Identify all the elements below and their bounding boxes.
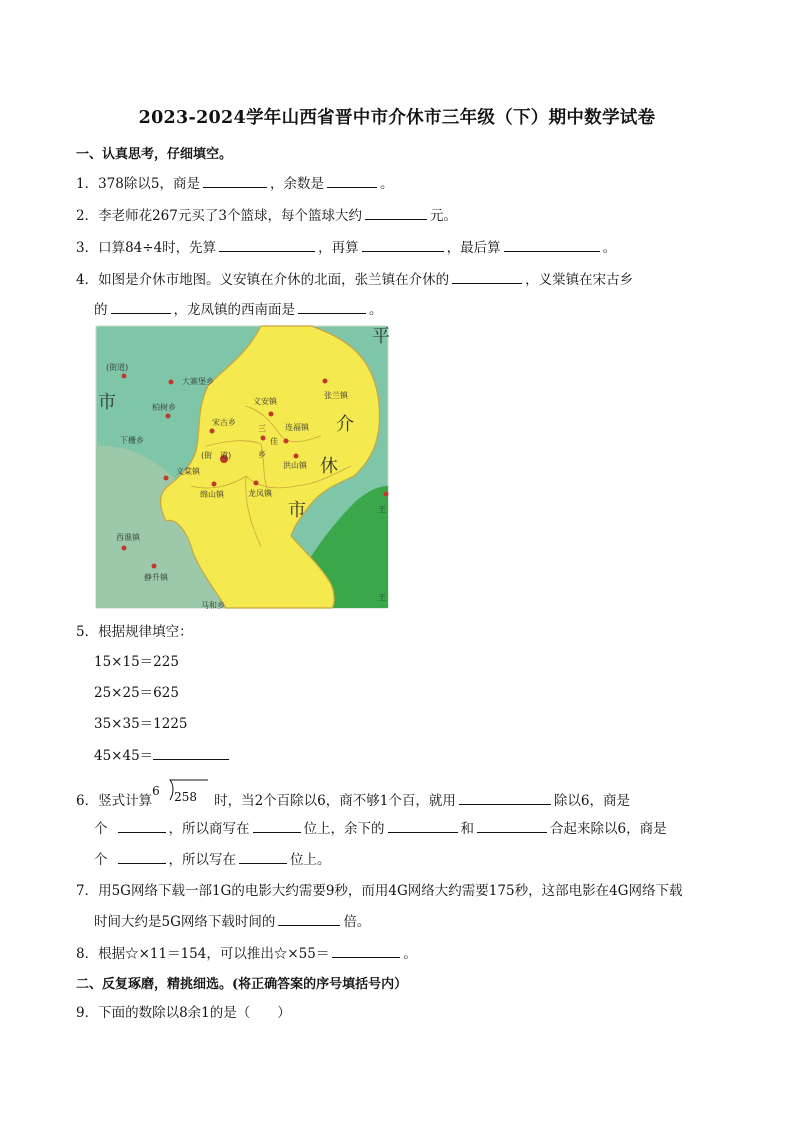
q4-text-1a: 4．如图是介休市地图。义安镇在介休的北面，张兰镇在介休的 bbox=[76, 272, 450, 288]
map-dot-hongshan bbox=[294, 454, 299, 459]
jiexiu-map bbox=[96, 326, 388, 608]
q6-text-3c: 位上。 bbox=[290, 852, 331, 868]
map-dot-wang1 bbox=[384, 492, 389, 497]
map-dot-baishu bbox=[166, 414, 171, 419]
q6-text-c: 除以6，商是 bbox=[553, 793, 630, 809]
q6-blank-1[interactable] bbox=[459, 790, 551, 805]
q1-text-a: 1．378除以5，商是 bbox=[76, 176, 200, 192]
map-dot-xixu bbox=[122, 546, 127, 551]
map-label-wang2: 王 bbox=[378, 593, 386, 602]
map-label-longfeng: 龙凤镇 bbox=[248, 489, 272, 498]
map-label-city-bottom: 市 bbox=[288, 500, 306, 521]
q7-blank[interactable] bbox=[278, 911, 340, 926]
q4-text-2b: ，龙凤镇的西南面是 bbox=[173, 302, 295, 318]
map-dot-yitang bbox=[164, 476, 169, 481]
map-label-xiacun: 下栅乡 bbox=[120, 436, 144, 445]
map-dot-zhanglan bbox=[323, 379, 328, 384]
map-label-city-left: 市 bbox=[98, 392, 116, 413]
map-dot-lianfu bbox=[284, 439, 289, 444]
q5-line-2: 25×25＝625 bbox=[94, 685, 179, 701]
map-label-san: 三 bbox=[258, 424, 266, 433]
map-label-yitang: 义棠镇 bbox=[176, 467, 200, 476]
q6-text-3b: ，所以写在 bbox=[168, 852, 236, 868]
q1-blank-2[interactable] bbox=[327, 173, 377, 188]
map-label-xiang: 乡 bbox=[258, 450, 266, 459]
map-label-dazhaibao: 大寨堡乡 bbox=[182, 377, 214, 386]
q6-blank-5[interactable] bbox=[477, 818, 547, 833]
map-dot-mianshan bbox=[212, 482, 217, 487]
q6-text-a: 6．竖式计算 bbox=[76, 793, 153, 809]
q3-text-c: ，最后算 bbox=[446, 240, 501, 256]
map-label-hongshan: 洪山镇 bbox=[283, 461, 307, 470]
question-6-line-3 bbox=[94, 849, 331, 870]
q5-line-1: 15×15＝225 bbox=[94, 654, 179, 670]
long-division-divisor: 6 bbox=[152, 784, 160, 798]
q5-blank[interactable] bbox=[153, 745, 229, 760]
map-label-wang1: 王 bbox=[378, 505, 386, 514]
question-6-line-1 bbox=[76, 784, 630, 811]
section-1-heading: 一、认真思考，仔细填空。 bbox=[76, 147, 233, 162]
q6-text-2e: 合起来除以6，商是 bbox=[550, 821, 667, 837]
map-label-jiedao-nw: (街道) bbox=[106, 363, 129, 372]
map-dot-dazhaibao bbox=[169, 380, 174, 385]
q6-blank-3[interactable] bbox=[253, 818, 301, 833]
map-label-xixu: 西谯镇 bbox=[116, 533, 140, 542]
q3-text-a: 3．口算84÷4时，先算 bbox=[76, 240, 217, 256]
question-7-line-1: 7．用5G网络下载一部1G的电影大约需要9秒，而用4G网络大约需要175秒，这部电影在4G网络下载 bbox=[76, 883, 683, 899]
question-9: 9．下面的数除以8余1的是（ ） bbox=[76, 1005, 291, 1021]
q1-text-c: 。 bbox=[379, 176, 394, 192]
question-2 bbox=[76, 205, 457, 226]
map-label-songgu: 宋古乡 bbox=[212, 418, 236, 427]
q6-text-2a: 个 bbox=[94, 821, 108, 837]
q4-text-2c: 。 bbox=[369, 302, 383, 318]
q6-text-3a: 个 bbox=[94, 852, 108, 868]
map-label-ping: 平 bbox=[372, 326, 390, 347]
q4-blank-2[interactable] bbox=[111, 299, 171, 314]
q8-text-b: 。 bbox=[403, 946, 417, 962]
q4-blank-3[interactable] bbox=[298, 299, 366, 314]
q2-blank-1[interactable] bbox=[365, 205, 427, 220]
q1-text-b: ，余数是 bbox=[269, 176, 324, 192]
q6-text-b: 时，当2个百除以6，商不够1个百，就用 bbox=[214, 793, 456, 809]
q4-text-1b: ，义棠镇在宋古乡 bbox=[525, 272, 634, 288]
q6-text-2d: 和 bbox=[460, 821, 474, 837]
q2-text-a: 2．李老师花267元买了3个篮球，每个篮球大约 bbox=[76, 208, 362, 224]
map-dot-jiedao-nw bbox=[122, 374, 127, 379]
q6-blank-7[interactable] bbox=[239, 849, 287, 864]
q4-blank-1[interactable] bbox=[452, 269, 522, 284]
map-dot-sanjia bbox=[261, 436, 266, 441]
q7-text-2a: 时间大约是5G网络下载时间的 bbox=[94, 914, 276, 930]
q5-text-4: 45×45＝ bbox=[94, 748, 154, 764]
q6-blank-6[interactable] bbox=[118, 849, 166, 864]
q1-blank-1[interactable] bbox=[203, 173, 267, 188]
map-dot-yian bbox=[269, 412, 274, 417]
map-label-jia: 佳 bbox=[270, 437, 278, 446]
q5-line-3: 35×35＝1225 bbox=[94, 716, 188, 732]
q3-blank-2[interactable] bbox=[362, 237, 444, 252]
map-dot-songgu bbox=[210, 429, 215, 434]
question-3 bbox=[76, 237, 616, 258]
q6-text-2b: ，所以商写在 bbox=[168, 821, 250, 837]
question-5-intro: 5．根据规律填空： bbox=[76, 624, 193, 640]
q6-blank-2[interactable] bbox=[118, 818, 166, 833]
section-2-heading: 二、反复琢磨，精挑细选。(将正确答案的序号填括号内） bbox=[76, 977, 408, 992]
q3-blank-3[interactable] bbox=[504, 237, 600, 252]
map-label-baishu: 柏树乡 bbox=[152, 403, 176, 412]
map-label-jie: 介 bbox=[336, 414, 354, 435]
question-4-line-1 bbox=[76, 269, 633, 290]
long-division bbox=[152, 784, 214, 809]
q7-text-2b: 倍。 bbox=[343, 914, 371, 930]
q3-text-d: 。 bbox=[602, 240, 617, 256]
map-label-lianfu: 连福镇 bbox=[285, 423, 309, 432]
q6-blank-4[interactable] bbox=[388, 818, 458, 833]
q3-text-b: ，再算 bbox=[318, 240, 359, 256]
q6-text-2c: 位上，余下的 bbox=[303, 821, 385, 837]
map-label-xiu: 休 bbox=[320, 456, 338, 477]
page-title: 2023-2024学年山西省晋中市介休市三年级（下）期中数学试卷 bbox=[138, 108, 656, 128]
q8-blank[interactable] bbox=[332, 943, 400, 958]
question-4-line-2 bbox=[94, 299, 383, 320]
map-label-mabei: 马和乡 bbox=[201, 601, 225, 610]
map-label-zhanglan: 张兰镇 bbox=[324, 391, 348, 400]
map-dot-jingsheng bbox=[152, 564, 157, 569]
q3-blank-1[interactable] bbox=[219, 237, 315, 252]
question-1 bbox=[76, 173, 393, 194]
map-dot-longfeng bbox=[254, 481, 259, 486]
question-6-line-2 bbox=[94, 818, 667, 839]
map-label-mianshan: 绵山镇 bbox=[200, 490, 224, 499]
q4-text-2a: 的 bbox=[94, 302, 108, 318]
question-7-line-2 bbox=[94, 911, 370, 932]
q2-text-b: 元。 bbox=[429, 208, 457, 224]
map-label-jiedao: (街 道) bbox=[201, 451, 232, 460]
q5-line-4 bbox=[94, 745, 232, 766]
long-division-dividend: 258 bbox=[174, 790, 197, 804]
q8-text-a: 8．根据☆×11＝154，可以推出☆×55＝ bbox=[76, 946, 330, 962]
question-8 bbox=[76, 943, 417, 964]
map-label-yian: 义安镇 bbox=[253, 397, 277, 406]
map-label-jingsheng: 静升镇 bbox=[144, 573, 168, 582]
